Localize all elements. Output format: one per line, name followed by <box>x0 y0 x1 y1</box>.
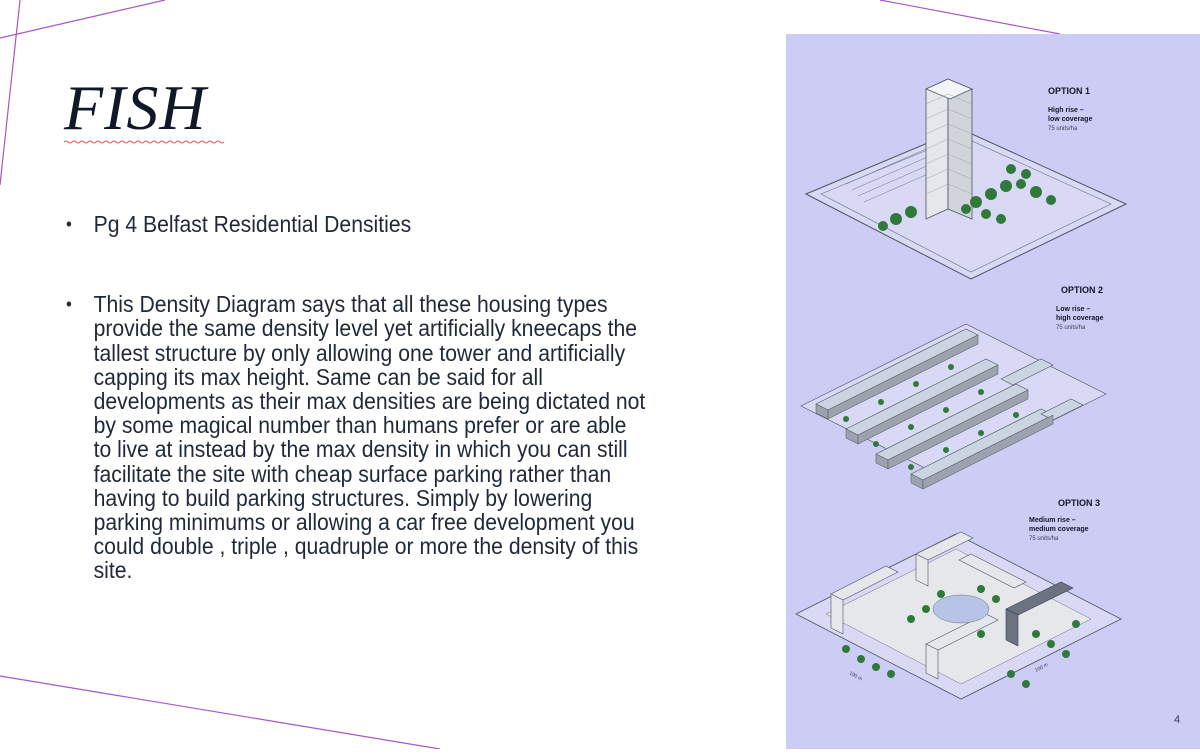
option-1-density: 75 units/ha <box>1048 126 1078 132</box>
dimension-label-left: 100 m <box>848 670 864 683</box>
option-3-coverage: medium coverage <box>1029 526 1089 533</box>
option-1-illustration <box>806 79 1126 279</box>
page-number: 4 <box>1174 714 1181 726</box>
option-2-density: 75 units/ha <box>1056 325 1086 331</box>
option-3-density: 75 units/ha <box>1029 536 1059 542</box>
bullet-item <box>66 212 646 236</box>
bullet-item <box>66 292 646 582</box>
option-3-type: Medium rise – <box>1029 517 1076 524</box>
bullet-icon: • <box>66 214 72 234</box>
option-3-heading: OPTION 3 <box>1058 498 1101 508</box>
option-2-type: Low rise – <box>1056 306 1091 313</box>
option-2-coverage: high coverage <box>1056 315 1104 322</box>
density-diagram <box>786 34 1200 749</box>
option-1-type: High rise – <box>1048 107 1084 114</box>
bullet-list <box>66 212 646 583</box>
option-2-illustration <box>801 285 1106 489</box>
option-1-heading: OPTION 1 <box>1048 86 1091 96</box>
slide-title: FISH <box>64 72 207 143</box>
bullet-icon: • <box>66 294 72 315</box>
spellcheck-underline <box>64 140 226 144</box>
bullet-text: Pg 4 Belfast Residential Densities <box>93 211 412 237</box>
option-2-heading: OPTION 2 <box>1061 285 1104 295</box>
density-diagram-illustration <box>786 34 1200 749</box>
option-1-coverage: low coverage <box>1048 116 1093 123</box>
bullet-text: This Density Diagram says that all these housing types provide the same density level yet artificially kneecaps the tallest structure by only allowing one tower and artificially capping its max height. Same can be said for all developments as their max densities are being dictated not by some magical number than humans prefer or are able to live at instead by the max density in which you can still facilitate the site with cheap surface parking rather than having to build parking structures. Simply by lowering parking minimums or allowing a car free development you could double , triple , quadruple or more the density of this site. <box>93 291 646 584</box>
dimension-label-right: 100 m <box>1034 661 1050 674</box>
option-3-illustration <box>796 498 1121 699</box>
